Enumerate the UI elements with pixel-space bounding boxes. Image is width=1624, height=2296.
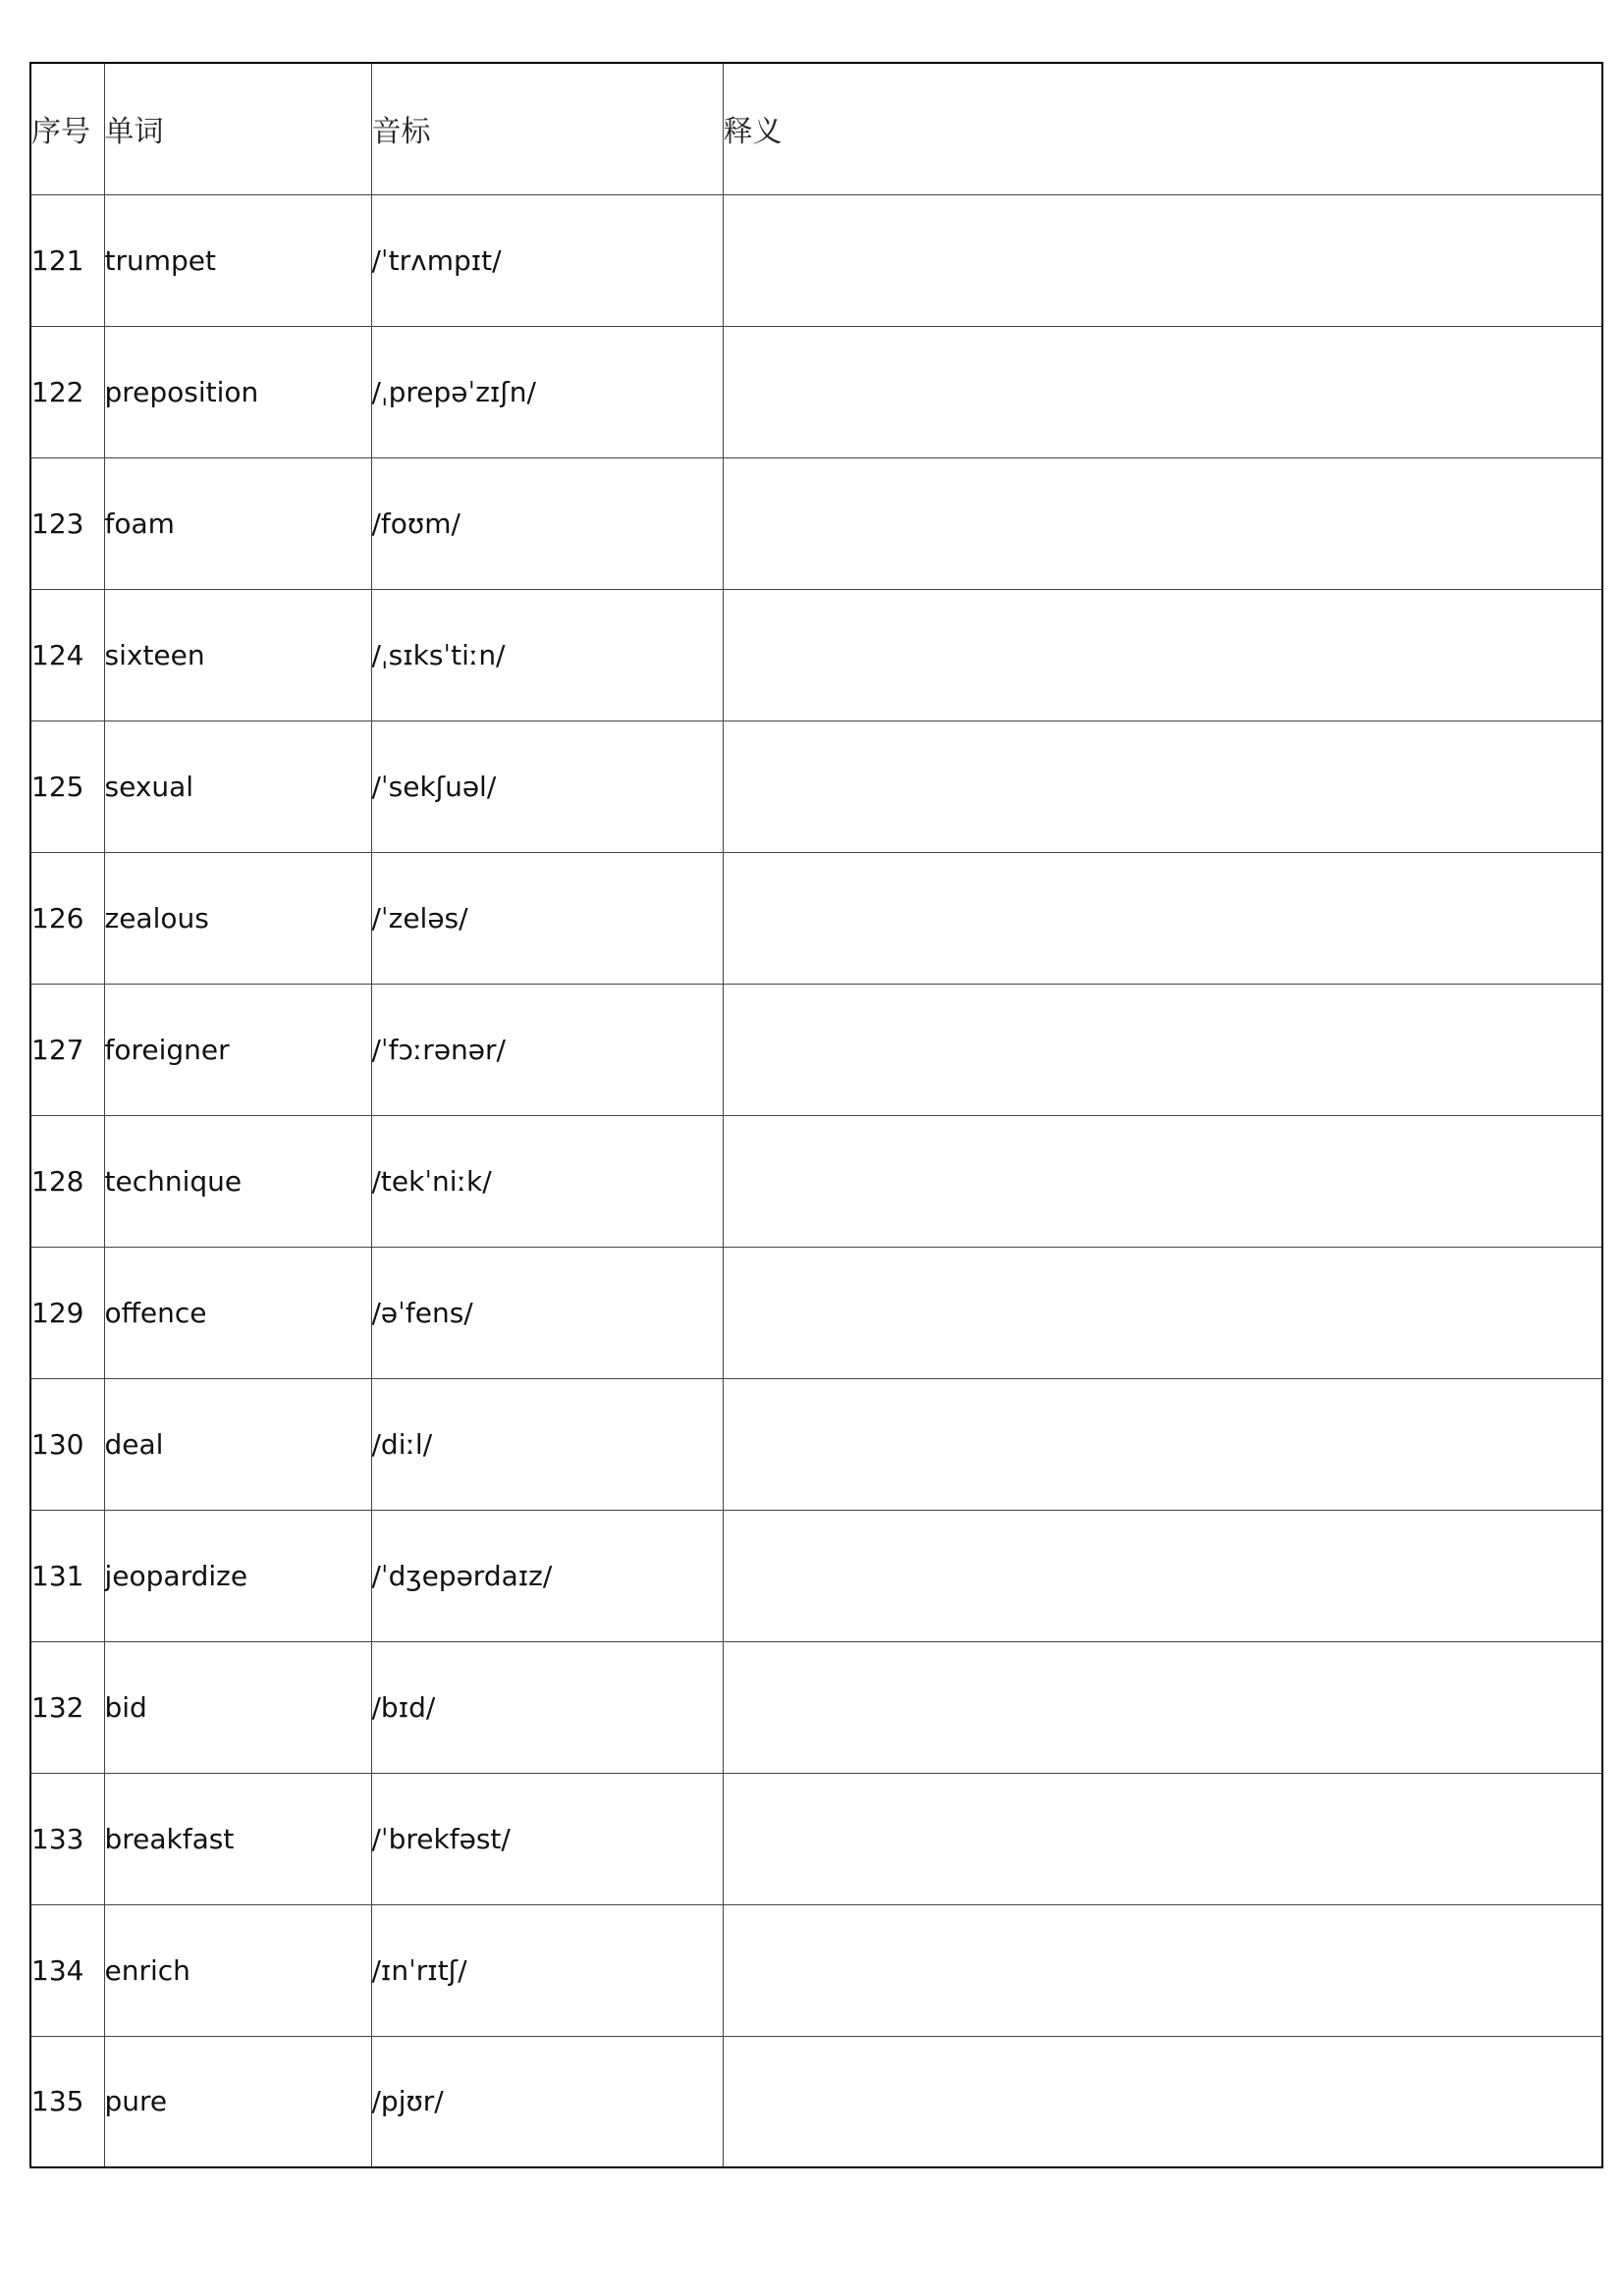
table-row	[30, 1115, 1602, 1247]
header-word: 单词	[104, 63, 371, 194]
cell-definition	[723, 1904, 1602, 2036]
cell-index: 130	[30, 1378, 104, 1510]
cell-definition	[723, 1115, 1602, 1247]
cell-index: 127	[30, 984, 104, 1115]
cell-word: sixteen	[104, 589, 371, 721]
cell-index: 135	[30, 2036, 104, 2167]
vocabulary-sheet	[29, 62, 1601, 2168]
cell-word: enrich	[104, 1904, 371, 2036]
cell-phonetic: /pjʊr/	[371, 2036, 723, 2167]
cell-phonetic: /diːl/	[371, 1378, 723, 1510]
table-row	[30, 721, 1602, 852]
cell-phonetic: /ˌprepəˈzɪʃn/	[371, 326, 723, 457]
cell-phonetic: /ˈfɔːrənər/	[371, 984, 723, 1115]
table-header-row	[30, 63, 1602, 194]
cell-phonetic: /ˈsekʃuəl/	[371, 721, 723, 852]
cell-phonetic: /ˌsɪksˈtiːn/	[371, 589, 723, 721]
cell-phonetic: /ˈtrʌmpɪt/	[371, 194, 723, 326]
cell-phonetic: /tekˈniːk/	[371, 1115, 723, 1247]
cell-word: bid	[104, 1641, 371, 1773]
table-row	[30, 589, 1602, 721]
cell-index: 134	[30, 1904, 104, 2036]
cell-word: deal	[104, 1378, 371, 1510]
cell-word: foam	[104, 457, 371, 589]
header-definition: 释义	[723, 63, 1602, 194]
cell-definition	[723, 1773, 1602, 1904]
cell-phonetic: /bɪd/	[371, 1641, 723, 1773]
cell-word: sexual	[104, 721, 371, 852]
cell-index: 128	[30, 1115, 104, 1247]
cell-word: pure	[104, 2036, 371, 2167]
cell-index: 131	[30, 1510, 104, 1641]
cell-word: foreigner	[104, 984, 371, 1115]
table-row	[30, 326, 1602, 457]
cell-index: 124	[30, 589, 104, 721]
cell-index: 125	[30, 721, 104, 852]
cell-phonetic: /foʊm/	[371, 457, 723, 589]
cell-word: zealous	[104, 852, 371, 984]
table-row	[30, 1247, 1602, 1378]
cell-definition	[723, 457, 1602, 589]
table-row	[30, 457, 1602, 589]
table-row	[30, 1773, 1602, 1904]
cell-definition	[723, 1378, 1602, 1510]
cell-word: jeopardize	[104, 1510, 371, 1641]
cell-index: 121	[30, 194, 104, 326]
table-row	[30, 1904, 1602, 2036]
cell-phonetic: /ˈdʒepərdaɪz/	[371, 1510, 723, 1641]
table-row	[30, 852, 1602, 984]
cell-word: technique	[104, 1115, 371, 1247]
cell-definition	[723, 1510, 1602, 1641]
header-index: 序号	[30, 63, 104, 194]
table-body	[30, 194, 1602, 2167]
cell-definition	[723, 194, 1602, 326]
cell-index: 129	[30, 1247, 104, 1378]
cell-word: breakfast	[104, 1773, 371, 1904]
table-row	[30, 2036, 1602, 2167]
cell-phonetic: /ˈzeləs/	[371, 852, 723, 984]
cell-index: 133	[30, 1773, 104, 1904]
vocabulary-table	[29, 62, 1603, 2168]
cell-phonetic: /əˈfens/	[371, 1247, 723, 1378]
cell-definition	[723, 984, 1602, 1115]
cell-phonetic: /ɪnˈrɪtʃ/	[371, 1904, 723, 2036]
cell-index: 132	[30, 1641, 104, 1773]
table-row	[30, 1510, 1602, 1641]
table-row	[30, 194, 1602, 326]
cell-definition	[723, 589, 1602, 721]
table-row	[30, 984, 1602, 1115]
cell-definition	[723, 721, 1602, 852]
cell-definition	[723, 2036, 1602, 2167]
cell-index: 122	[30, 326, 104, 457]
cell-definition	[723, 1247, 1602, 1378]
cell-index: 126	[30, 852, 104, 984]
cell-word: trumpet	[104, 194, 371, 326]
cell-word: preposition	[104, 326, 371, 457]
cell-definition	[723, 1641, 1602, 1773]
cell-index: 123	[30, 457, 104, 589]
header-phonetic: 音标	[371, 63, 723, 194]
cell-phonetic: /ˈbrekfəst/	[371, 1773, 723, 1904]
cell-definition	[723, 326, 1602, 457]
table-row	[30, 1641, 1602, 1773]
cell-word: offence	[104, 1247, 371, 1378]
cell-definition	[723, 852, 1602, 984]
table-row	[30, 1378, 1602, 1510]
